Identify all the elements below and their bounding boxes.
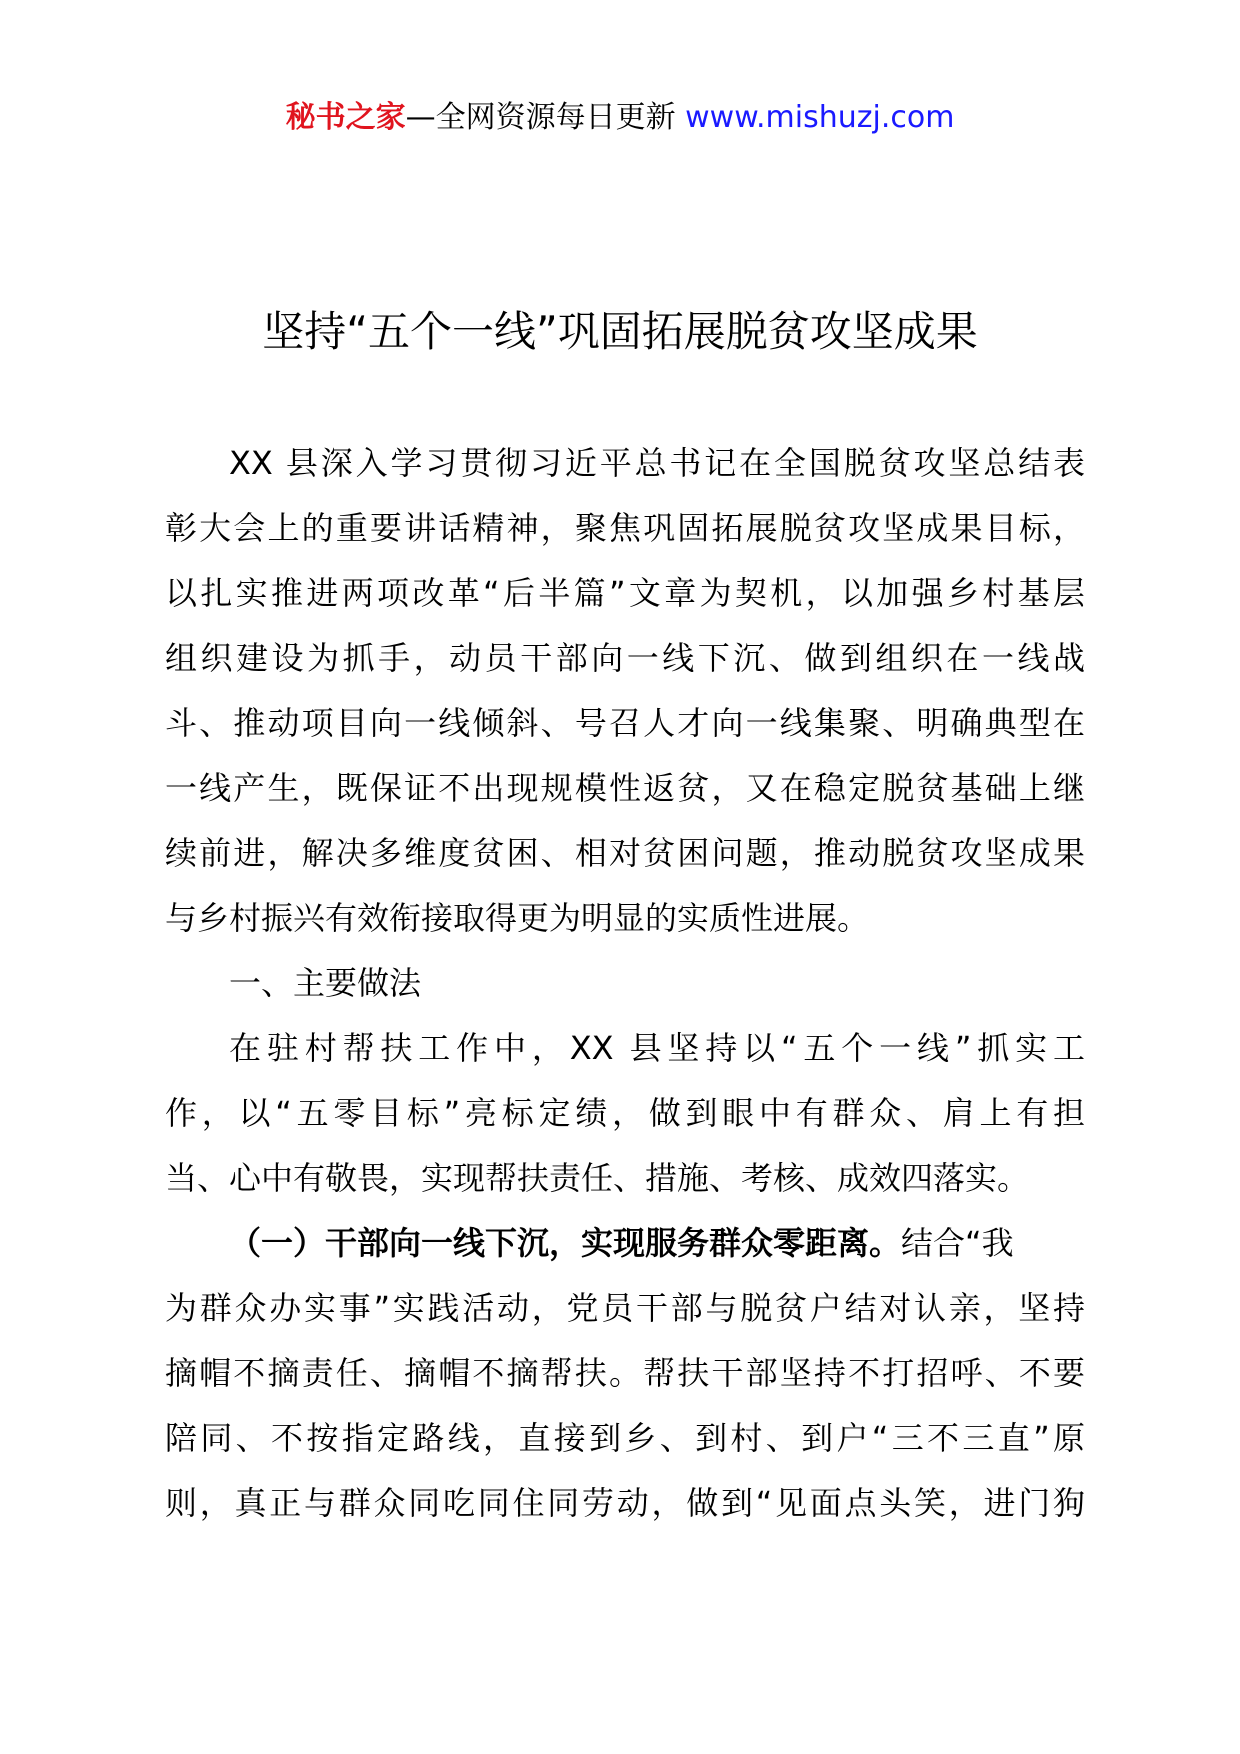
site-url[interactable]: www.mishuzj.com — [685, 100, 955, 135]
paragraph-line: 摘帽不摘责任、摘帽不摘帮扶。帮扶干部坚持不打招呼、不要 — [165, 1354, 1085, 1392]
paragraph-line: 一线产生，既保证不出现规模性返贫，又在稳定脱贫基础上继 — [165, 769, 1085, 807]
section-heading: 一、主要做法 — [229, 964, 422, 1002]
subsection-heading: （一）干部向一线下沉，实现服务群众零距离。 — [229, 1224, 902, 1262]
subsection-first-line — [165, 1211, 1085, 1276]
paragraph-line: 为群众办实事”实践活动，党员干部与脱贫户结对认亲，坚持 — [165, 1289, 1085, 1327]
paragraph-line: 与乡村振兴有效衔接取得更为明显的实质性进展。 — [165, 899, 870, 937]
paragraph-line: 以扎实推进两项改革“后半篇”文章为契机，以加强乡村基层 — [165, 574, 1085, 612]
paragraph-line: XX 县深入学习贯彻习近平总书记在全国脱贫攻坚总结表 — [229, 444, 1085, 482]
paragraph-line: 作，以“五零目标”亮标定绩，做到眼中有群众、肩上有担 — [165, 1094, 1085, 1132]
paragraph-line: 当、心中有敬畏，实现帮扶责任、措施、考核、成效四落实。 — [165, 1159, 1030, 1197]
subsection-text: 结合“我 — [901, 1224, 1014, 1262]
paragraph-line: 陪同、不按指定路线，直接到乡、到村、到户“三不三直”原 — [165, 1419, 1085, 1457]
site-header — [0, 98, 1240, 138]
site-tagline: —全网资源每日更新 — [405, 100, 676, 135]
paragraph-line: 在驻村帮扶工作中，XX 县坚持以“五个一线”抓实工 — [229, 1029, 1085, 1067]
site-brand: 秘书之家 — [285, 100, 406, 135]
document-body — [165, 431, 1085, 1536]
paragraph-line: 则，真正与群众同吃同住同劳动，做到“见面点头笑，进门狗 — [165, 1484, 1085, 1522]
paragraph-line: 续前进，解决多维度贫困、相对贫困问题，推动脱贫攻坚成果 — [165, 834, 1085, 872]
document-title: 坚持“五个一线”巩固拓展脱贫攻坚成果 — [262, 307, 978, 356]
paragraph-line: 组织建设为抓手，动员干部向一线下沉、做到组织在一线战 — [165, 639, 1085, 677]
paragraph-line: 彰大会上的重要讲话精神，聚焦巩固拓展脱贫攻坚成果目标， — [165, 509, 1085, 547]
paragraph-line: 斗、推动项目向一线倾斜、号召人才向一线集聚、明确典型在 — [165, 704, 1085, 742]
